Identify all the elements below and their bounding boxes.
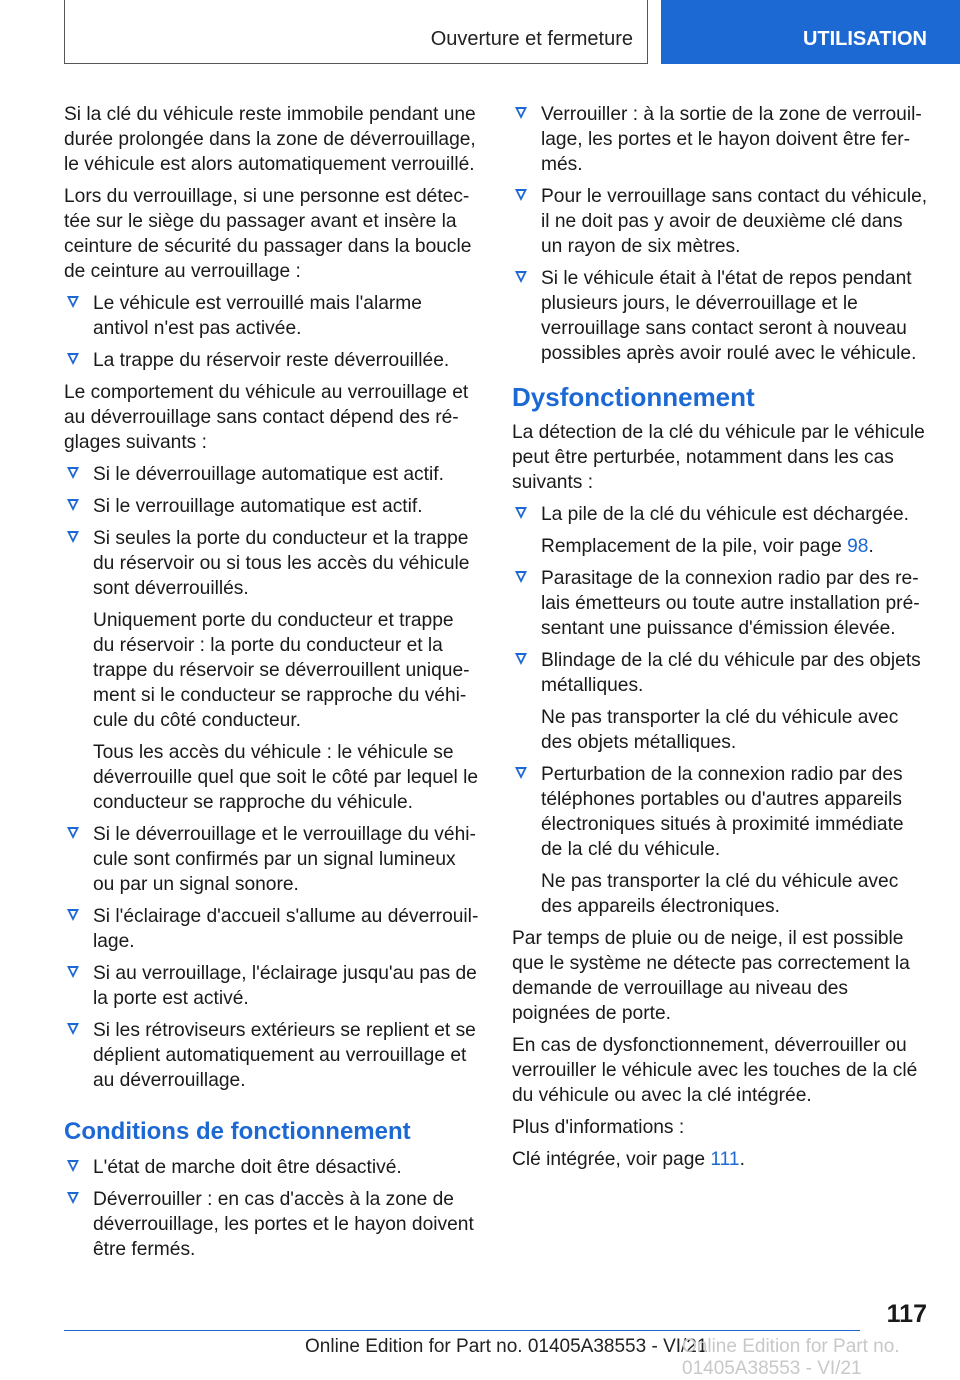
bullet-arrow-icon: [515, 653, 527, 665]
list-item: [64, 822, 480, 897]
footer-edition: Online Edition for Part no. 01405A38553 - VI/21: [305, 1336, 708, 1357]
list-item: [64, 1187, 480, 1262]
list-subparagraph: Tous les accès du véhicule : le véhicule se déverrouille quel que soit le côté par lequel le conducteur se rapproche du véhicule.: [93, 742, 479, 813]
list-item: [64, 526, 480, 601]
footer-watermark: Online Edition for Part no. 01405A38553 - VI/21: [682, 1336, 900, 1379]
bullet-arrow-icon: [67, 1023, 79, 1035]
list-item: [512, 502, 928, 527]
list-item-text: Perturbation de la connexion radio par des téléphones portables ou d'autres appareils électroniques situés à proximité immédiate de la clé du véhicule.: [541, 764, 904, 860]
bullet-arrow-icon: [67, 909, 79, 921]
list-item-text: Si les rétroviseurs extérieurs se replient et se déplient automatiquement au verrouillage et au déverrouillage.: [93, 1020, 476, 1091]
bullet-arrow-icon: [67, 827, 79, 839]
list-subparagraph: [512, 534, 928, 559]
paragraph: Lors du verrouillage, si une personne est détectée sur le siège du passager avant et insère la ceinture de sécurité du passager dans la boucle de ceinture au verrouillage :: [64, 186, 472, 282]
list-item-text: Si l'éclairage d'accueil s'allume au déverrouillage.: [93, 906, 479, 952]
header-section-title: Ouverture et fermeture: [430, 28, 633, 50]
paragraph: Le comportement du véhicule au verrouillage et au déverrouillage sans contact dépend des réglages suivants :: [64, 382, 469, 453]
section-heading: Dysfonctionnement: [512, 382, 755, 412]
list-item-text: Blindage de la clé du véhicule par des objets métalliques.: [541, 650, 921, 696]
paragraph: Plus d'informations :: [512, 1117, 685, 1138]
bullet-arrow-icon: [67, 467, 79, 479]
list-item-text: Déverrouiller : en cas d'accès à la zone de déverrouillage, les portes et le hayon doivent être fermés.: [93, 1189, 474, 1260]
paragraph: La détection de la clé du véhicule par le véhicule peut être perturbée, notamment dans les cas suivants :: [512, 422, 925, 493]
header-chapter-label: UTILISATION: [802, 28, 927, 50]
bullet-arrow-icon: [67, 499, 79, 511]
list-item: [512, 184, 928, 259]
footer-divider: [64, 1330, 860, 1331]
paragraph-text: Clé intégrée, voir page: [512, 1149, 711, 1170]
list-item-text: Si le véhicule était à l'état de repos pendant plusieurs jours, le déverrouillage et le verrouillage sans contact seront à nouveau possibles après avoir roulé avec le véhicule.: [541, 268, 917, 364]
list-item: [64, 1155, 480, 1180]
paragraph: Si la clé du véhicule reste immobile pendant une durée prolongée dans la zone de déverrouillage, le véhicule est alors automatiquement verrouillé.: [64, 104, 476, 175]
list-item: [512, 648, 928, 698]
list-item: [64, 1018, 480, 1093]
bullet-arrow-icon: [515, 767, 527, 779]
list-item: [512, 566, 928, 641]
list-item: [64, 348, 480, 373]
bullet-arrow-icon: [515, 571, 527, 583]
bullet-arrow-icon: [67, 296, 79, 308]
list-item: [512, 102, 928, 177]
list-item-text: Parasitage de la connexion radio par des relais émetteurs ou toute autre installation présentant une puissance d'émission élevée.: [541, 568, 920, 639]
bullet-arrow-icon: [67, 353, 79, 365]
list-item-text: Si le déverrouillage et le verrouillage du véhicule sont confirmés par un signal lumineux ou par un signal sonore.: [93, 824, 476, 895]
bullet-arrow-icon: [67, 1192, 79, 1204]
list-item-text: Si le déverrouillage automatique est actif.: [93, 464, 444, 485]
right-column: [512, 102, 928, 1179]
paragraph: [512, 1147, 928, 1172]
list-item-text: Si seules la porte du conducteur et la trappe du réservoir ou si tous les accès du véhicule sont déverrouillés.: [93, 528, 470, 599]
list-item-text: Pour le verrouillage sans contact du véhicule, il ne doit pas y avoir de deuxième clé dans un rayon de six mètres.: [541, 186, 928, 257]
bullet-arrow-icon: [515, 107, 527, 119]
list-item: [512, 762, 928, 862]
header-section-box: [64, 0, 648, 64]
list-item-text: Verrouiller : à la sortie de la zone de verrouillage, les portes et le hayon doivent être fermés.: [541, 104, 922, 175]
list-subparagraph: Ne pas transporter la clé du véhicule avec des appareils électroniques.: [541, 871, 899, 917]
page-link[interactable]: 111: [710, 1149, 740, 1170]
paragraph: Par temps de pluie ou de neige, il est possible que le système ne détecte pas correctement la demande de verrouillage au niveau des poignées de porte.: [512, 928, 910, 1024]
paragraph-end: .: [739, 1149, 745, 1170]
list-item-text: La trappe du réservoir reste déverrouillée.: [93, 350, 450, 371]
page-link[interactable]: 98: [847, 536, 869, 557]
subparagraph-text: Remplacement de la pile, voir page: [541, 536, 848, 557]
list-item: [512, 266, 928, 366]
subparagraph-end: .: [868, 536, 874, 557]
list-item-text: Si le verrouillage automatique est actif.: [93, 496, 423, 517]
bullet-arrow-icon: [67, 531, 79, 543]
bullet-arrow-icon: [515, 271, 527, 283]
list-item: [64, 904, 480, 954]
bullet-arrow-icon: [515, 189, 527, 201]
list-item: [64, 961, 480, 1011]
bullet-arrow-icon: [67, 966, 79, 978]
list-item: [64, 291, 480, 341]
bullet-arrow-icon: [515, 507, 527, 519]
list-item-text: Si au verrouillage, l'éclairage jusqu'au pas de la porte est activé.: [93, 963, 477, 1009]
page-number: 117: [886, 1300, 927, 1328]
list-item: [64, 462, 480, 487]
list-item: [64, 494, 480, 519]
header-chapter-tab: [661, 0, 960, 64]
list-subparagraph: Uniquement porte du conducteur et trappe du réservoir : la porte du conducteur et la trappe du réservoir se déverrouillent uniquement si le conducteur se rapproche du véhicule du côté conducteur.: [93, 610, 470, 731]
list-item-text: L'état de marche doit être désactivé.: [93, 1157, 402, 1178]
left-column: [64, 102, 480, 1269]
paragraph: En cas de dysfonctionnement, déverrouiller ou verrouiller le véhicule avec les touches de la clé du véhicule ou avec la clé intégrée.: [512, 1035, 918, 1106]
list-item-text: La pile de la clé du véhicule est déchargée.: [541, 504, 910, 525]
list-item-text: Le véhicule est verrouillé mais l'alarme antivol n'est pas activée.: [93, 293, 422, 339]
bullet-arrow-icon: [67, 1160, 79, 1172]
list-subparagraph: Ne pas transporter la clé du véhicule avec des objets métalliques.: [541, 707, 899, 753]
section-heading: Conditions de fonctionnement: [64, 1118, 411, 1145]
